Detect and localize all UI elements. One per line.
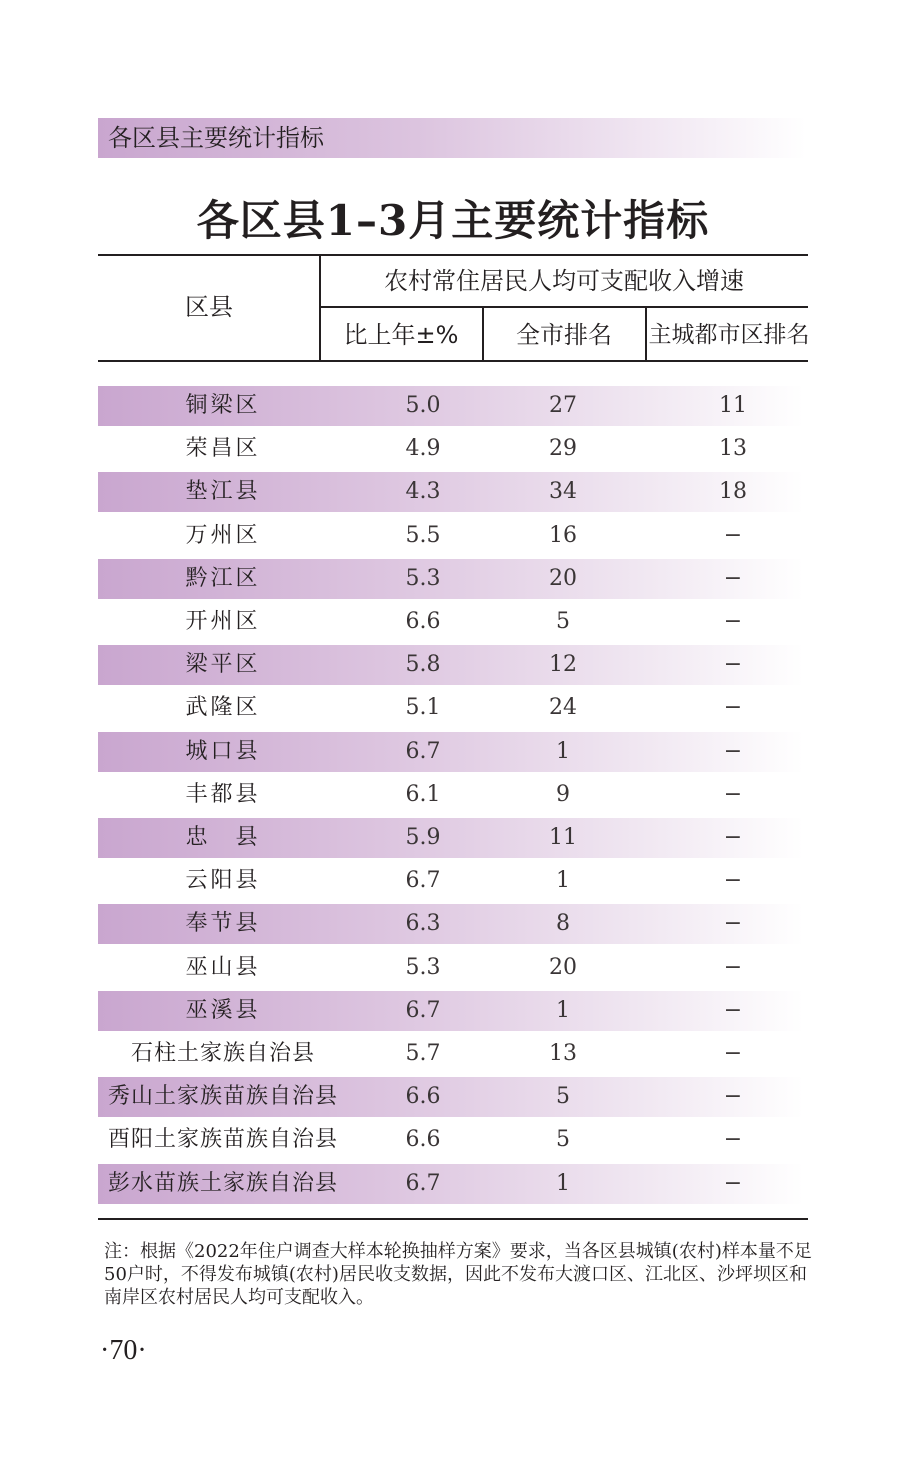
city-rank-cell: 16	[549, 522, 577, 548]
table-top-rule	[98, 254, 808, 256]
district-cell: 云阳县	[185, 868, 261, 894]
rate-cell: 4.9	[405, 436, 441, 462]
table-row	[98, 645, 804, 685]
district-cell: 荣昌区	[185, 436, 261, 462]
rate-cell: 5.5	[405, 522, 441, 548]
city-rank-cell: 1	[556, 1170, 570, 1196]
rate-cell: 6.6	[405, 1127, 441, 1153]
header-main-rank: 主城都市区排名	[648, 322, 810, 348]
footnote: 注：根据《2022年住户调查大样本轮换抽样方案》要求，当各区县城镇(农村)样本量不足50户时，不得发布城镇(农村)居民收支数据，因此不发布大渡口区、江北区、沙坪坝区和南岸区农村居民人均可支配收入。	[104, 1241, 812, 1308]
main-rank-cell: 18	[719, 479, 747, 505]
main-rank-cell: −	[723, 1127, 743, 1153]
main-rank-cell: −	[723, 695, 743, 721]
district-cell: 巫山县	[185, 954, 261, 980]
header-bottom-rule	[98, 360, 808, 362]
city-rank-cell: 1	[556, 997, 570, 1023]
table-row	[98, 775, 804, 815]
table-row	[98, 429, 804, 469]
rate-cell: 5.0	[405, 393, 441, 418]
header-group: 农村常住居民人均可支配收入增速	[384, 267, 744, 295]
main-rank-cell: 13	[719, 436, 747, 462]
city-rank-cell: 24	[549, 695, 577, 721]
table-row	[98, 818, 804, 858]
rate-cell: 4.3	[405, 479, 441, 505]
rate-cell: 6.7	[405, 738, 441, 764]
city-rank-cell: 29	[549, 436, 577, 462]
header-rate: 比上年±%	[343, 321, 459, 349]
table-row	[98, 559, 804, 599]
city-rank-cell: 5	[556, 1084, 570, 1110]
header-district: 区县	[185, 293, 233, 321]
main-rank-cell: −	[723, 652, 743, 678]
city-rank-cell: 1	[556, 868, 570, 894]
table-row	[98, 1077, 804, 1117]
main-rank-cell: −	[723, 1084, 743, 1110]
main-rank-cell: −	[723, 825, 743, 850]
table-row	[98, 904, 804, 944]
district-cell: 城口县	[185, 738, 261, 764]
main-rank-cell: −	[723, 954, 743, 980]
district-cell: 垫江县	[185, 479, 261, 505]
table-row	[98, 472, 804, 512]
rate-cell: 5.1	[405, 695, 441, 721]
district-cell: 巫溪县	[185, 997, 261, 1023]
city-rank-cell: 34	[549, 479, 577, 505]
table-row	[98, 732, 804, 772]
table-title: 各区县1–3月主要统计指标	[196, 196, 710, 245]
main-rank-cell: −	[723, 609, 743, 634]
city-rank-cell: 8	[556, 911, 570, 937]
city-rank-cell: 27	[549, 393, 577, 418]
city-rank-cell: 13	[549, 1041, 577, 1066]
main-rank-cell: −	[723, 738, 743, 764]
rate-cell: 6.7	[405, 868, 441, 894]
district-cell: 万州区	[185, 522, 261, 548]
city-rank-cell: 20	[549, 954, 577, 980]
table-bottom-rule	[98, 1218, 808, 1220]
district-cell: 奉节县	[185, 911, 261, 937]
city-rank-cell: 5	[556, 609, 570, 634]
section-title: 各区县主要统计指标	[108, 124, 324, 152]
district-cell: 彭水苗族土家族自治县	[107, 1170, 338, 1196]
rate-cell: 5.9	[405, 825, 441, 850]
city-rank-cell: 1	[556, 738, 570, 764]
table-row	[98, 602, 804, 642]
city-rank-cell: 5	[556, 1127, 570, 1153]
page-number: ·70·	[100, 1335, 147, 1366]
district-cell: 酉阳土家族苗族自治县	[107, 1127, 338, 1153]
city-rank-cell: 9	[556, 781, 570, 807]
table-row	[98, 386, 804, 426]
rate-cell: 6.7	[405, 997, 441, 1023]
rate-cell: 6.6	[405, 609, 441, 634]
rate-cell: 6.1	[405, 781, 441, 807]
district-cell: 开州区	[185, 609, 261, 634]
rate-cell: 5.3	[405, 565, 441, 591]
main-rank-cell: −	[723, 1170, 743, 1196]
district-cell: 武隆区	[185, 695, 261, 721]
district-cell: 丰都县	[185, 781, 261, 807]
rate-cell: 6.6	[405, 1084, 441, 1110]
district-cell: 梁平区	[185, 652, 261, 678]
district-cell: 秀山土家族苗族自治县	[107, 1084, 338, 1110]
header-divider	[319, 306, 808, 308]
main-rank-cell: −	[723, 868, 743, 894]
table-row	[98, 1164, 804, 1204]
header-city-rank: 全市排名	[516, 321, 612, 349]
main-rank-cell: −	[723, 1041, 743, 1066]
table-row	[98, 991, 804, 1031]
main-rank-cell: −	[723, 522, 743, 548]
main-rank-cell: −	[723, 781, 743, 807]
district-cell: 铜梁区	[185, 393, 261, 418]
main-rank-cell: 11	[719, 393, 747, 418]
city-rank-cell: 20	[549, 565, 577, 591]
table-row	[98, 1120, 804, 1160]
district-cell: 黔江区	[185, 565, 261, 591]
rate-cell: 5.3	[405, 954, 441, 980]
city-rank-cell: 12	[549, 652, 577, 678]
main-rank-cell: −	[723, 911, 743, 937]
district-cell: 石柱土家族自治县	[130, 1041, 315, 1066]
district-cell: 忠 县	[185, 825, 261, 850]
main-rank-cell: −	[723, 565, 743, 591]
city-rank-cell: 11	[549, 825, 577, 850]
rate-cell: 6.3	[405, 911, 441, 937]
rate-cell: 5.7	[405, 1041, 441, 1066]
rate-cell: 5.8	[405, 652, 441, 678]
main-rank-cell: −	[723, 997, 743, 1023]
table-row	[98, 861, 804, 901]
rate-cell: 6.7	[405, 1170, 441, 1196]
table-row	[98, 948, 804, 988]
table-row	[98, 688, 804, 728]
table-row	[98, 516, 804, 556]
table-row	[98, 1034, 804, 1074]
